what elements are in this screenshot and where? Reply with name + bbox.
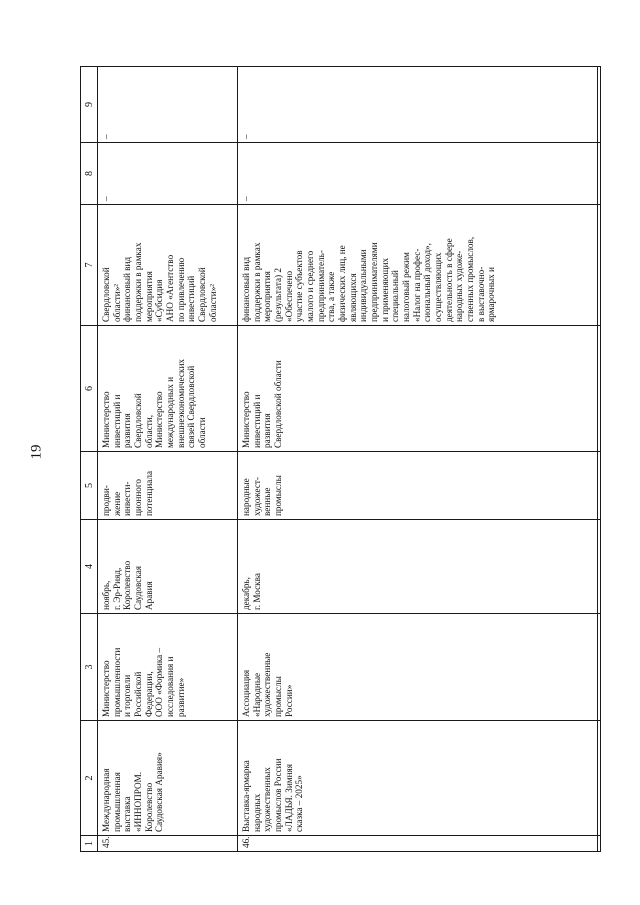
header-number: 5 — [84, 483, 95, 488]
continuation-edge — [598, 143, 601, 205]
support-line: инвестиций — [186, 275, 197, 322]
date_place-line: Королевство — [122, 560, 133, 610]
support-line: финансовый вид — [122, 256, 133, 322]
cell-row-46-col-8 — [238, 143, 598, 205]
support-line: ярмарочных и — [486, 267, 497, 322]
support-line: индивидуальными — [358, 249, 369, 322]
support-line: АНО «Агентство — [165, 254, 176, 322]
cell-row-46-col-9 — [238, 67, 598, 143]
responsible-line: международных и — [165, 377, 176, 448]
events-table — [80, 66, 601, 852]
cell-row-45-col-2 — [98, 721, 238, 836]
col9-value: – — [101, 134, 111, 139]
event-line: Международная — [101, 768, 111, 832]
organizer-line: Федерации, — [143, 671, 154, 717]
support-line: мероприятия — [143, 271, 154, 322]
column-2-row — [81, 721, 601, 836]
organizer-line: Министерство — [101, 660, 111, 717]
continuation-edge — [598, 721, 601, 836]
header-number: 9 — [84, 102, 95, 107]
header-number: 7 — [84, 262, 95, 268]
organizer-line: художественные — [262, 652, 273, 717]
continuation-edge — [598, 452, 601, 520]
header-cell — [81, 836, 98, 852]
responsible-line: области — [197, 417, 208, 448]
support-line: малого и среднего — [305, 250, 316, 322]
column-1-row — [81, 836, 601, 852]
support-line: поддержки в рамках — [251, 242, 262, 322]
support-line: предпринимателями — [369, 242, 380, 322]
event-line: промыслов России — [273, 758, 284, 832]
column-8-row — [81, 143, 601, 205]
row-number: 46. — [241, 836, 251, 848]
continuation-edge — [598, 836, 601, 852]
col8-value: – — [241, 196, 251, 201]
column-7-row — [81, 205, 601, 326]
cell-row-46-col-5 — [238, 452, 598, 520]
organizer-line: промыслы — [273, 676, 284, 717]
support-line: предприниматель- — [315, 250, 326, 322]
column-3-row — [81, 614, 601, 721]
support-line: сиональный доход», — [422, 243, 433, 322]
support-line: физических лиц, не — [337, 245, 348, 322]
event-line: художественных — [262, 767, 273, 832]
cell-row-46-col-6 — [238, 326, 598, 452]
cell-row-45-col-7 — [98, 205, 238, 326]
responsible-line: инвестиций и — [251, 394, 262, 448]
event-line: сказка – 2025» — [294, 775, 305, 832]
continuation-edge — [598, 67, 601, 143]
cell-row-45-col-6 — [98, 326, 238, 452]
responsible-line: инвестиций и — [111, 394, 122, 448]
cell-row-45-col-8 — [98, 143, 238, 205]
header-cell — [81, 205, 98, 326]
date_place-line: Саудовская — [133, 565, 144, 610]
responsible-line: Министерство — [101, 391, 111, 448]
continuation-edge — [598, 520, 601, 614]
cell-row-45-col-1 — [98, 836, 238, 852]
support-line: области»² — [207, 283, 218, 322]
responsible-line: области, — [143, 414, 154, 448]
support-line: (результата) 2 — [273, 267, 284, 322]
header-cell — [81, 67, 98, 143]
page-number: 19 — [28, 444, 45, 460]
cell-row-45-col-5 — [98, 452, 238, 520]
header-number: 4 — [84, 564, 95, 569]
date_place-line: декабрь, — [241, 577, 251, 610]
organizer-line: Российской — [133, 671, 144, 717]
event-line: Саудовская Аравия» — [154, 752, 165, 832]
support-line: «Субсидия — [154, 279, 165, 322]
date_place-line: г. Эр-Рияд, — [111, 567, 122, 610]
cell-row-46-col-1 — [238, 836, 598, 852]
support-line: осуществляющих — [433, 252, 444, 322]
responsible-line: Министерство — [241, 391, 251, 448]
support-line: мероприятия — [262, 271, 273, 322]
support-line: и применяющих — [379, 257, 390, 322]
event-line: «ИННОПРОМ. — [133, 771, 144, 832]
column-4-row — [81, 520, 601, 614]
event-line: Выставка-ярмарка — [241, 760, 251, 832]
header-cell — [81, 721, 98, 836]
column-5-row — [81, 452, 601, 520]
header-number: 8 — [84, 171, 95, 176]
organizer-line: исследования и — [165, 656, 176, 717]
support-line: народных художе- — [454, 250, 465, 322]
continuation-edge — [598, 326, 601, 452]
support-line: «Налог на профес- — [411, 248, 422, 322]
responsible-line: развития — [122, 413, 133, 448]
responsible-line: внешнеэкономических — [175, 359, 186, 448]
organizer-line: ООО «Формика – — [154, 647, 165, 717]
header-cell — [81, 452, 98, 520]
sector-line: промыслы — [273, 475, 284, 516]
continuation-edge — [598, 205, 601, 326]
support-line: Свердловской — [197, 267, 208, 322]
header-cell — [81, 143, 98, 205]
sector-line: продви- — [101, 485, 111, 516]
sector-line: ционного — [133, 479, 144, 516]
continuation-edge — [598, 614, 601, 721]
support-line: ства, а также — [326, 271, 337, 322]
responsible-line: связей Свердловской — [186, 365, 197, 448]
continuation-line: области»² — [111, 283, 122, 322]
cell-row-45-col-4 — [98, 520, 238, 614]
support-line: поддержки в рамках — [133, 242, 144, 322]
date_place-line: Аравия — [143, 581, 154, 610]
row-number: 45. — [101, 836, 111, 848]
support-line: налоговый режим — [401, 252, 412, 322]
organizer-line: Ассоциация — [241, 669, 251, 717]
cell-row-46-col-7 — [238, 205, 598, 326]
organizer-line: промышленности — [111, 647, 122, 717]
column-9-row — [81, 67, 601, 143]
sector-line: жение — [111, 491, 122, 516]
date_place-line: ноябрь, — [101, 580, 111, 610]
support-line: специальный — [390, 270, 401, 322]
responsible-line: Министерство — [154, 391, 165, 448]
event-line: промышленная — [111, 772, 122, 832]
event-line: выставка — [122, 796, 133, 832]
event-line: народных — [251, 793, 262, 832]
responsible-line: Свердловской — [133, 393, 144, 448]
header-number: 2 — [84, 775, 95, 781]
continuation-line: Свердловской — [101, 267, 111, 322]
event-line: «ЛАДЬЯ. Зимняя — [283, 764, 294, 832]
event-line: Королевство — [143, 782, 154, 832]
cell-row-46-col-2 — [238, 721, 598, 836]
sector-line: инвести- — [122, 481, 133, 516]
sector-line: художест- — [251, 477, 262, 516]
cell-row-45-col-9 — [98, 67, 238, 143]
organizer-line: «Народные — [251, 672, 262, 717]
header-number: 3 — [84, 664, 95, 670]
organizer-line: и торговли — [122, 674, 133, 717]
organizer-line: России» — [283, 684, 294, 717]
sector-line: потенциала — [143, 470, 154, 516]
cell-row-46-col-4 — [238, 520, 598, 614]
responsible-line: Свердловской области — [273, 360, 284, 448]
support-line: участие субъектов — [294, 250, 305, 322]
column-6-row — [81, 326, 601, 452]
date_place-line: г. Москва — [251, 573, 262, 610]
support-line: в выставочно- — [475, 266, 486, 322]
cell-row-46-col-3 — [238, 614, 598, 721]
header-cell — [81, 614, 98, 721]
support-line: финансовый вид — [241, 256, 251, 322]
support-line: «Обеспечено — [283, 270, 294, 322]
col9-value: – — [241, 134, 251, 139]
support-line: являющихся — [347, 273, 358, 322]
header-cell — [81, 326, 98, 452]
sector-line: венные — [262, 487, 273, 516]
support-line: деятельность в сфере — [443, 238, 454, 322]
header-cell — [81, 520, 98, 614]
cell-row-45-col-3 — [98, 614, 238, 721]
support-line: по привлечению — [175, 257, 186, 322]
header-number: 6 — [84, 386, 95, 391]
col8-value: – — [101, 196, 111, 201]
sector-line: народные — [241, 478, 251, 516]
responsible-line: развития — [262, 413, 273, 448]
support-line: ственных промыслов, — [465, 236, 476, 322]
header-number: 1 — [84, 841, 95, 846]
organizer-line: развитие» — [175, 677, 186, 717]
